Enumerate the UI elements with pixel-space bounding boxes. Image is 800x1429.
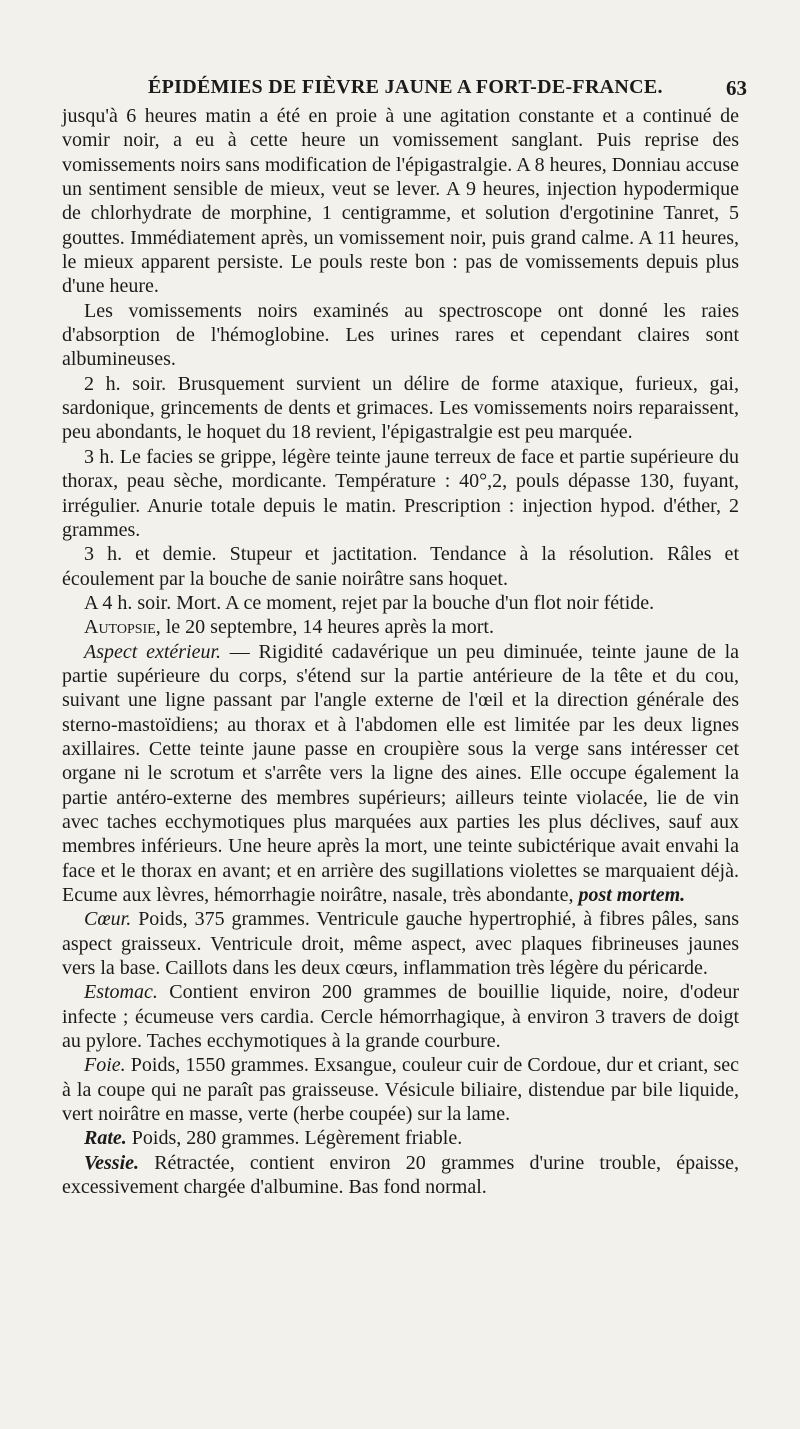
paragraph-2h: 2 h. soir. Brusquement survient un délire de forme ataxique, furieux, gai, sardonique, grincements de dents et grimaces. Les vomissements noirs reparaissent, peu abondants, le hoquet du 18 revient, l'épigastralgie est peu marquée. [62,372,739,444]
body-text [62,104,739,1199]
paragraph-3h-demie: 3 h. et demie. Stupeur et jactitation. Tendance à la résolution. Râles et écoulement par la bouche de sanie noirâtre sans hoquet. [62,543,739,590]
running-title: ÉPIDÉMIES DE FIÈVRE JAUNE A FORT-DE-FRANCE. [148,76,663,98]
paragraph-4h-mort: A 4 h. soir. Mort. A ce moment, rejet par la bouche d'un flot noir fétide. [84,591,655,614]
coeur-heading: Cœur. [84,908,132,931]
paragraph-3h: 3 h. Le facies se grippe, légère teinte jaune terreux de face et partie supérieure du thorax, peau sèche, mordicante. Température : 40°,2, pouls dépasse 130, fuyant, irrégulier. Anurie totale depuis le matin. Prescription : injection hypod. d'éther, 2 grammes. [62,445,739,541]
paragraph-spectroscope: Les vomissements noirs examinés au spectroscope ont donné les raies d'absorption de l'hémoglobine. Les urines rares et cependant claires sont albumineuses. [62,299,739,371]
paragraph-autopsie: Autopsie, le 20 septembre, 14 heures après la mort. [84,616,494,639]
estomac-heading: Estomac. [84,981,158,1004]
paragraph-vessie: Vessie. Rétractée, contient environ 20 grammes d'urine trouble, épaisse, excessivement chargée d'albumine. Bas fond normal. [62,1151,739,1199]
page-number: 63 [726,76,747,100]
paragraph-aspect-exterieur: Aspect extérieur. — Rigidité cadavérique un peu diminuée, teinte jaune de la partie supérieure du corps, s'étend sur la partie antérieure de la tête et du cou, suivant une ligne passant par l'angle externe de l'œil et la direction générale des sterno-mastoïdiens; au thorax et à l'abdomen elle est limitée par les deux lignes axillaires. Cette teinte jaune passe en croupière sous la verge sans intéresser cet organe ni le scrotum et s'arrête vers la ligne des aines. Elle occupe également la partie antéro-externe des membres supérieurs; ailleurs teinte violacée, lie de vin avec taches ecchymotiques plus marquées aux parties les plus déclives, sauf aux membres inférieurs. Une heure après la mort, une teinte subictérique avait envahi la face et le thorax en avant; et en arrière des sugillations violettes se marquaient déjà. Ecume aux lèvres, hémorrhagie noirâtre, nasale, très abondante, post mortem. [62,640,740,906]
aspect-exterieur-heading: Aspect extérieur. [84,640,222,663]
paragraph-coeur: Cœur. Poids, 375 grammes. Ventricule gauche hypertrophié, à fibres pâles, sans aspect graisseux. Ventricule droit, même aspect, avec plaques fibrineuses jaunes vers la base. Caillots dans les deux cœurs, inflammation très légère du péricarde. [62,908,739,980]
vessie-heading: Vessie. [84,1151,139,1174]
paragraph-foie: Foie. Poids, 1550 grammes. Exsangue, couleur cuir de Cordoue, dur et criant, sec à la coupe qui ne paraît pas graisseuse. Vésicule biliaire, distendue par bile liquide, vert noirâtre en masse, verte (herbe coupée) sur la lame. [62,1054,739,1126]
paragraph-rate: Rate. Poids, 280 grammes. Légèrement friable. [84,1127,463,1150]
rate-heading: Rate. [84,1127,127,1150]
post-mortem-term: post mortem. [578,884,686,906]
paragraph-estomac: Estomac. Contient environ 200 grammes de bouillie liquide, noire, d'odeur infecte ; écumeuse vers cardia. Cercle hémorrhagique, à environ 3 travers de doigt au pylore. Taches ecchymotiques à la grande courbure. [62,981,739,1053]
autopsie-heading: Autopsie [84,616,156,639]
paragraph-continuation: jusqu'à 6 heures matin a été en proie à une agitation constante et a continué de vomir noir, a eu à cette heure un vomissement sanglant. Puis reprise des vomissements noirs sans modification de l'épigastralgie. A 8 heures, Donniau accuse un sentiment sensible de mieux, veut se lever. A 9 heures, injection hypodermique de chlorhydrate de morphine, 1 centigramme, et solution d'ergotinine Tanret, 5 gouttes. Immédiatement après, un vomissement noir, puis grand calme. A 11 heures, le mieux apparent persiste. Le pouls reste bon : pas de vomissements depuis plus d'une heure. [62,105,739,298]
page-header [0,76,800,100]
foie-heading: Foie. [84,1054,126,1077]
